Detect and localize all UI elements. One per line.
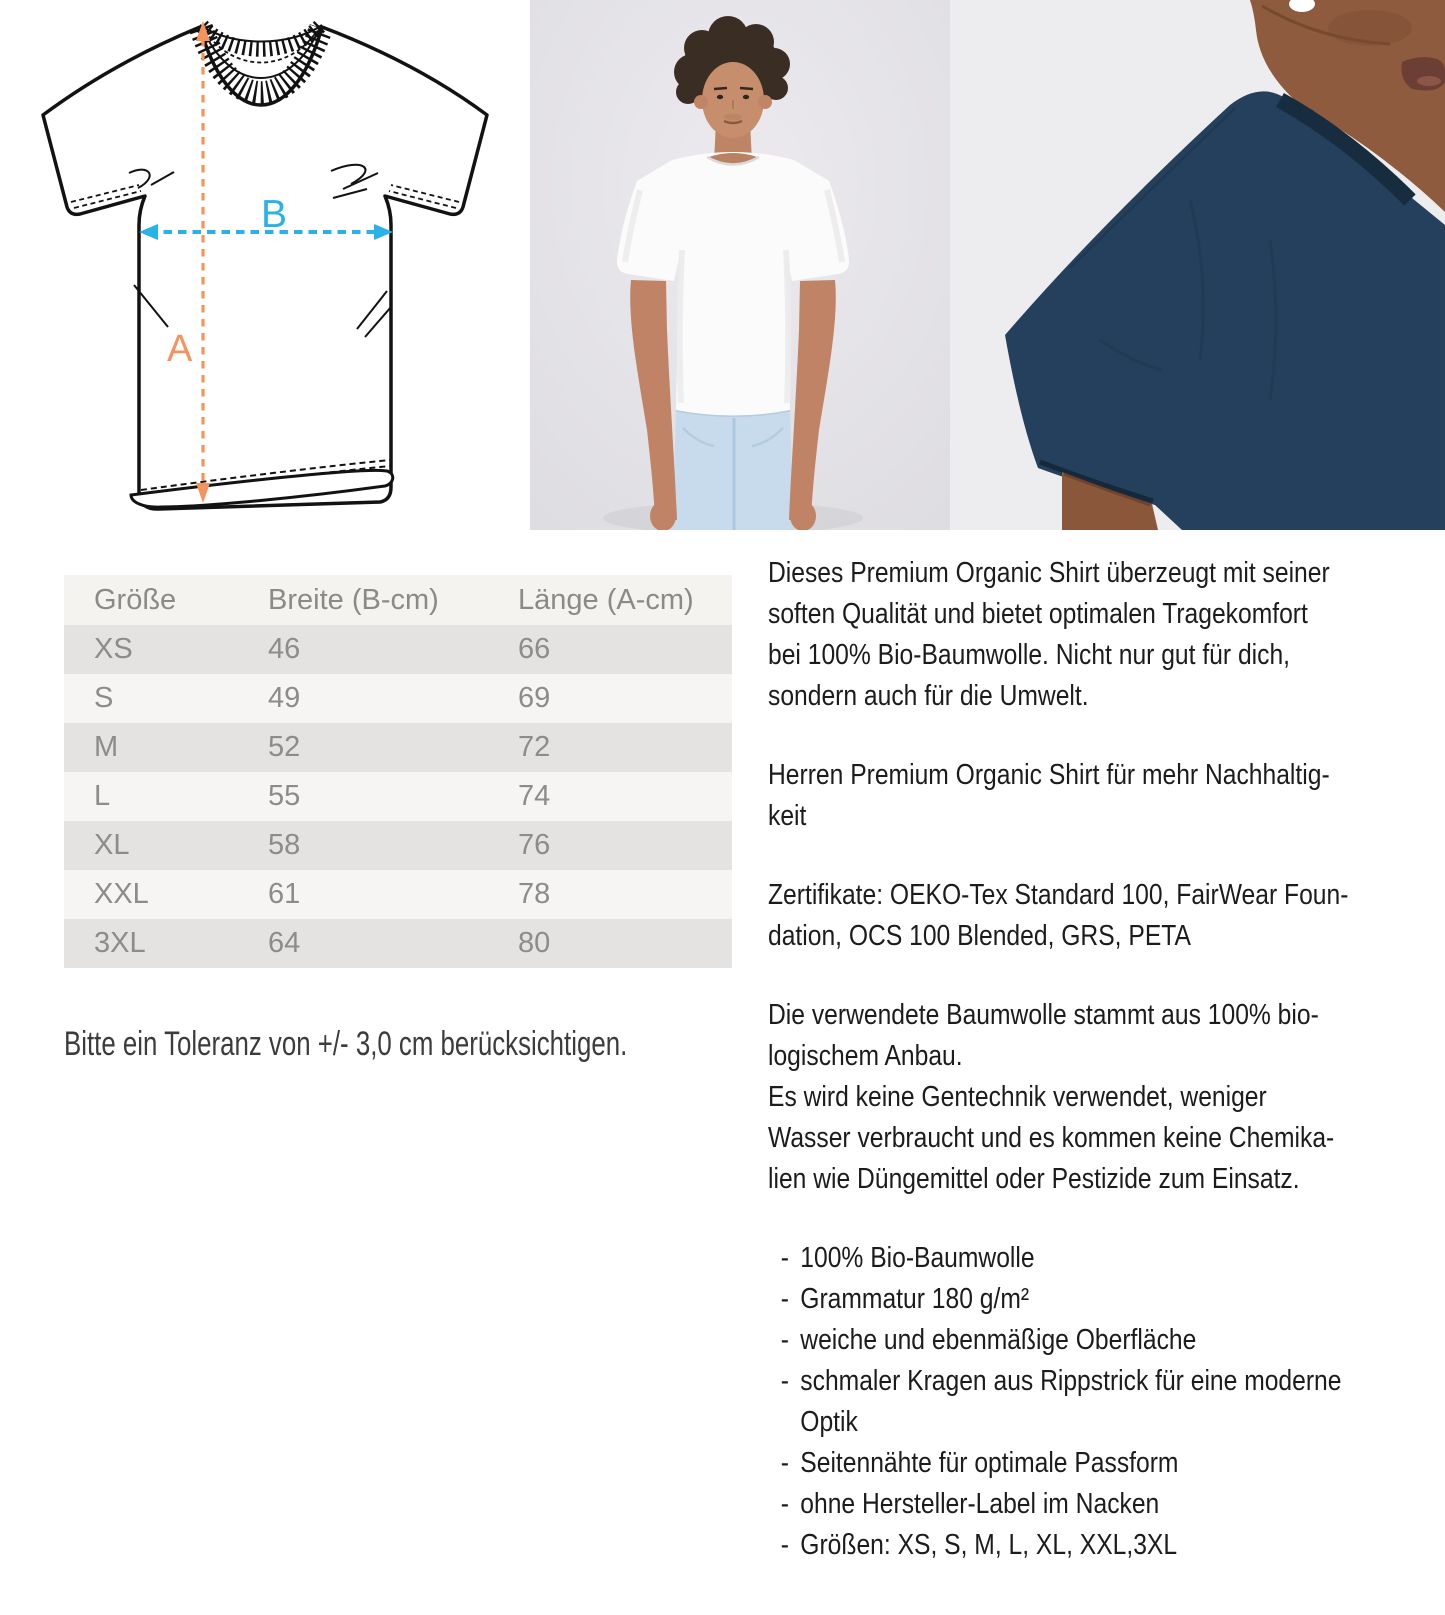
size-cell: XXL	[94, 878, 149, 910]
bullet-marker: -	[780, 1488, 789, 1520]
size-chart-header-row	[64, 575, 732, 625]
breite-cell: 52	[268, 731, 301, 763]
laenge-cell: 76	[518, 829, 551, 861]
col-header-breite: Breite (B-cm)	[268, 583, 439, 616]
model-photo-illustration	[530, 0, 950, 530]
breite-cell: 58	[268, 829, 301, 861]
model-ear	[758, 95, 772, 109]
description-line: keit	[768, 800, 807, 832]
breite-cell: 64	[268, 927, 301, 959]
list-item	[768, 1361, 1372, 1443]
feature-text: Seitennähte für optimale Passform	[800, 1447, 1179, 1479]
feature-text: weiche und ebenmäßige Oberfläche	[800, 1324, 1197, 1356]
feature-text: ohne Hersteller-Label im Nacken	[800, 1488, 1160, 1520]
description-paragraph	[768, 995, 1372, 1200]
description-line: Wasser verbraucht und es kommen keine Chemika-	[768, 1122, 1335, 1154]
size-cell: XS	[94, 633, 133, 665]
feature-text: schmaler Kragen aus Rippstrick für eine moderne	[800, 1365, 1342, 1397]
size-diagram	[35, 5, 500, 515]
tshirt-sketch	[35, 5, 500, 515]
description-line: dation, OCS 100 Blended, GRS, PETA	[768, 920, 1191, 952]
closeup-photo-illustration	[950, 0, 1445, 530]
list-item	[768, 1279, 1372, 1320]
measure-a-label: A	[167, 328, 193, 370]
list-item	[768, 1238, 1372, 1279]
table-row	[64, 870, 732, 919]
bullet-marker: -	[780, 1324, 789, 1356]
description-paragraph	[768, 755, 1372, 837]
tshirt-outline	[43, 27, 487, 509]
list-item	[768, 1525, 1372, 1566]
description-paragraph	[768, 553, 1372, 717]
bullet-marker: -	[780, 1529, 789, 1561]
closeup-lips	[1401, 57, 1445, 90]
bullet-marker: -	[780, 1242, 789, 1274]
model-jeans	[673, 405, 793, 530]
feature-text: Größen: XS, S, M, L, XL, XXL,3XL	[800, 1529, 1178, 1561]
size-chart-table	[64, 575, 732, 968]
breite-cell: 55	[268, 780, 301, 812]
list-item	[768, 1443, 1372, 1484]
list-item	[768, 1320, 1372, 1361]
table-row	[64, 674, 732, 723]
breite-cell: 61	[268, 878, 301, 910]
description-line: Dieses Premium Organic Shirt überzeugt mit seiner	[768, 557, 1330, 589]
table-row	[64, 723, 732, 772]
size-cell: 3XL	[94, 927, 146, 959]
model-ear	[694, 95, 708, 109]
table-row	[64, 919, 732, 968]
feature-list	[768, 1238, 1372, 1566]
description-line: soften Qualität und bietet optimalen Tragekomfort	[768, 598, 1308, 630]
description-line: Die verwendete Baumwolle stammt aus 100% bio-	[768, 999, 1319, 1031]
laenge-cell: 66	[518, 633, 551, 665]
closeup-photo	[950, 0, 1445, 530]
description-line: lien wie Düngemittel oder Pestizide zum Einsatz.	[768, 1163, 1300, 1195]
feature-text: Optik	[800, 1406, 858, 1438]
size-cell: M	[94, 731, 119, 763]
breite-cell: 46	[268, 633, 301, 665]
description-line: sondern auch für die Umwelt.	[768, 680, 1089, 712]
collar-back-rib	[202, 26, 320, 49]
laenge-cell: 72	[518, 731, 551, 763]
laenge-cell: 74	[518, 780, 551, 812]
col-header-groesse: Größe	[94, 583, 177, 616]
description-line: Es wird keine Gentechnik verwendet, weniger	[768, 1081, 1267, 1113]
product-description	[768, 553, 1372, 1604]
size-cell: XL	[94, 829, 130, 861]
bullet-marker: -	[780, 1365, 789, 1397]
description-line: Herren Premium Organic Shirt für mehr Nachhaltig-	[768, 759, 1330, 791]
description-line: Zertifikate: OEKO-Tex Standard 100, FairWear Foun-	[768, 879, 1349, 911]
laenge-cell: 80	[518, 927, 551, 959]
measure-b-label: B	[261, 193, 288, 236]
list-item	[768, 1484, 1372, 1525]
laenge-cell: 78	[518, 878, 551, 910]
laenge-cell: 69	[518, 682, 551, 714]
bullet-marker: -	[780, 1283, 789, 1315]
description-line: bei 100% Bio-Baumwolle. Nicht nur gut für dich,	[768, 639, 1291, 671]
table-row	[64, 821, 732, 870]
description-paragraph	[768, 875, 1372, 957]
breite-cell: 49	[268, 682, 301, 714]
tolerance-note: Bitte ein Toleranz von +/- 3,0 cm berücksichtigen.	[64, 1025, 628, 1063]
table-row	[64, 772, 732, 821]
model-photo	[530, 0, 950, 530]
size-cell: L	[94, 780, 111, 812]
size-cell: S	[94, 682, 114, 714]
description-line: logischem Anbau.	[768, 1040, 963, 1072]
feature-text: 100% Bio-Baumwolle	[800, 1242, 1035, 1274]
feature-text: Grammatur 180 g/m²	[800, 1283, 1030, 1315]
bullet-marker: -	[780, 1447, 789, 1479]
col-header-laenge: Länge (A-cm)	[518, 583, 694, 616]
table-row	[64, 625, 732, 674]
